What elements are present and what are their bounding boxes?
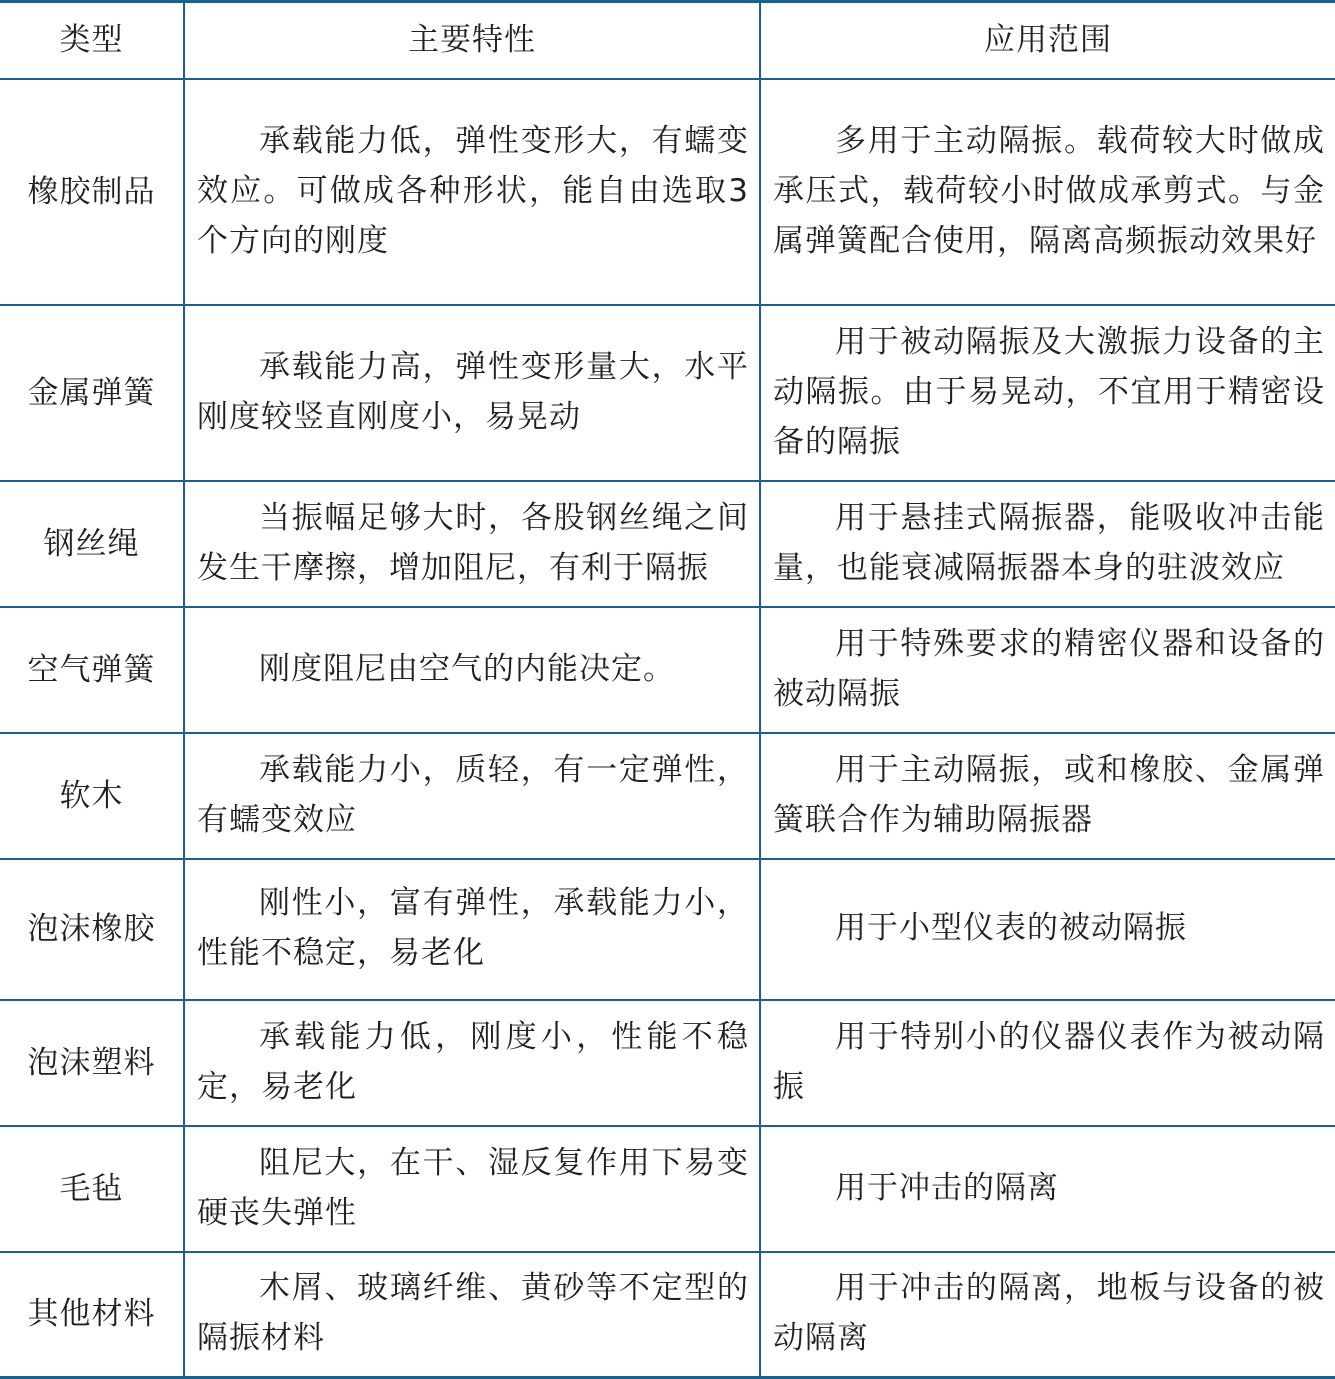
cell-type: 软木 [0, 733, 184, 859]
cell-properties [184, 481, 760, 607]
table-row [0, 481, 1335, 607]
applications-text: 用于被动隔振及大激振力设备的主动隔振。由于易晃动，不宜用于精密设备的隔振 [773, 323, 1325, 460]
cell-applications [760, 859, 1335, 1000]
cell-properties [184, 79, 760, 305]
table-row [0, 305, 1335, 481]
table-row [0, 1252, 1335, 1378]
cell-applications [760, 79, 1335, 305]
cell-properties [184, 859, 760, 1000]
properties-text: 阻尼大，在干、湿反复作用下易变硬丧失弹性 [197, 1144, 749, 1231]
header-properties: 主要特性 [184, 2, 760, 79]
cell-properties [184, 607, 760, 733]
properties-text: 刚度阻尼由空气的内能决定。 [259, 650, 675, 687]
cell-properties [184, 1000, 760, 1126]
cell-properties [184, 1252, 760, 1378]
cell-applications [760, 1000, 1335, 1126]
applications-text: 用于冲击的隔离 [835, 1169, 1059, 1206]
cell-type: 其他材料 [0, 1252, 184, 1378]
cell-applications [760, 1252, 1335, 1378]
table-row [0, 79, 1335, 305]
table-row [0, 1000, 1335, 1126]
cell-type: 泡沫塑料 [0, 1000, 184, 1126]
cell-type: 橡胶制品 [0, 79, 184, 305]
cell-type: 金属弹簧 [0, 305, 184, 481]
properties-text: 木屑、玻璃纤维、黄砂等不定型的隔振材料 [197, 1270, 749, 1357]
applications-text: 用于小型仪表的被动隔振 [835, 910, 1187, 946]
cell-properties [184, 305, 760, 481]
table-row [0, 859, 1335, 1000]
table-header [0, 2, 1335, 79]
table-row [0, 733, 1335, 859]
cell-applications [760, 607, 1335, 733]
table-row [0, 607, 1335, 733]
cell-applications [760, 733, 1335, 859]
table-body [0, 79, 1335, 1378]
applications-text: 用于冲击的隔离，地板与设备的被动隔离 [773, 1270, 1325, 1357]
table-row [0, 1126, 1335, 1252]
cell-type: 钢丝绳 [0, 481, 184, 607]
applications-text: 用于特殊要求的精密仪器和设备的被动隔振 [773, 625, 1325, 712]
applications-text: 用于特别小的仪器仪表作为被动隔振 [773, 1018, 1325, 1105]
properties-text: 当振幅足够大时，各股钢丝绳之间发生干摩擦，增加阻尼，有利于隔振 [197, 499, 749, 586]
properties-text: 刚性小，富有弹性，承载能力小，性能不稳定，易老化 [197, 885, 749, 971]
header-row [0, 2, 1335, 79]
cell-properties [184, 1126, 760, 1252]
properties-text: 承载能力小，质轻，有一定弹性，有蠕变效应 [197, 751, 749, 838]
properties-text: 承载能力低，刚度小，性能不稳定，易老化 [197, 1018, 749, 1105]
applications-text: 多用于主动隔振。载荷较大时做成承压式，载荷较小时做成承剪式。与金属弹簧配合使用，隔离高频振动效果好 [773, 122, 1325, 259]
cell-applications [760, 481, 1335, 607]
properties-text: 承载能力低，弹性变形大，有蠕变效应。可做成各种形状，能自由选取3 个方向的刚度 [197, 122, 749, 259]
cell-type: 泡沫橡胶 [0, 859, 184, 1000]
applications-text: 用于悬挂式隔振器，能吸收冲击能量，也能衰减隔振器本身的驻波效应 [773, 499, 1325, 586]
applications-text: 用于主动隔振，或和橡胶、金属弹簧联合作为辅助隔振器 [773, 751, 1325, 838]
header-type: 类型 [0, 2, 184, 79]
header-applications: 应用范围 [760, 2, 1335, 79]
cell-properties [184, 733, 760, 859]
properties-text: 承载能力高，弹性变形量大，水平刚度较竖直刚度小，易晃动 [197, 348, 749, 435]
cell-type: 毛毡 [0, 1126, 184, 1252]
cell-type: 空气弹簧 [0, 607, 184, 733]
cell-applications [760, 1126, 1335, 1252]
cell-applications [760, 305, 1335, 481]
